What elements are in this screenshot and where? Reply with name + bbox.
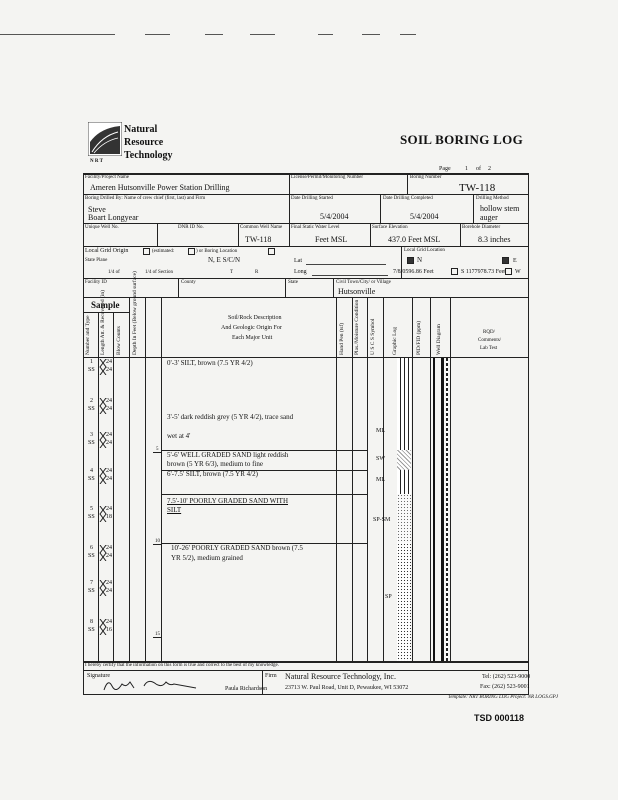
facility-project-value: Ameren Hutsonville Power Station Drilling <box>90 183 230 192</box>
sample-type: SS <box>88 514 95 520</box>
moisture-header: Plas./Moisture Condition <box>354 299 360 355</box>
sample-recovered: 24 <box>106 588 112 594</box>
page-of: of <box>476 166 481 172</box>
desc-5-6-a: 5'-6' WELL GRADED SAND light reddish <box>167 451 289 459</box>
desc-wet: wet at 4' <box>167 432 191 440</box>
rqd-header-1: RQD/ <box>483 330 495 335</box>
grid-coords-north: 7/8/0596.86 Feet <box>393 269 434 275</box>
n-label: N <box>417 256 423 264</box>
depth-tick-10: 10 <box>155 539 160 544</box>
row-divider <box>83 278 529 279</box>
estimated-label: (estimated: <box>152 249 175 254</box>
civil-town-label: Civil Town/City/ or Village <box>336 280 391 285</box>
graphic-log-header: Graphic Log <box>392 327 398 355</box>
sample-attempted: 24 <box>106 619 112 625</box>
date-completed-value: 5/4/2004 <box>410 212 439 221</box>
certification-text: I hereby certify that the information on this form is true and correct to the best of my knowledge. <box>85 663 279 668</box>
scan-artifact <box>250 34 275 35</box>
graphic-log-well-graded-sand <box>397 450 411 470</box>
depth-tick-line <box>153 452 161 453</box>
sample-type: SS <box>88 553 95 559</box>
sample-recovered: 24 <box>106 406 112 412</box>
sample-interval-marker <box>99 580 107 596</box>
page-total: 2 <box>488 166 491 172</box>
col-divider <box>450 297 451 661</box>
drilling-method-value-1: hollow stem <box>480 204 520 213</box>
cell-divider <box>380 194 381 223</box>
unique-well-label: Unique Well No. <box>85 225 119 230</box>
sample-number: 2 <box>90 398 93 404</box>
license-label: License/Permit/Monitoring Number <box>291 175 364 180</box>
bates-stamp: TSD 000118 <box>474 713 525 723</box>
graphic-log-silt-2 <box>397 470 411 494</box>
row-divider <box>83 194 529 195</box>
sample-recovered: 16 <box>106 627 112 633</box>
pid-header: PID/FID (ppm) <box>416 320 422 355</box>
local-grid-origin-label: Local Grid Origin <box>85 248 129 254</box>
sample-number: 5 <box>90 506 93 512</box>
scan-artifact <box>362 34 380 35</box>
estimated-checkbox[interactable] <box>143 248 150 255</box>
sample-interval-marker <box>99 398 107 414</box>
cell-divider <box>157 223 158 246</box>
sample-type: SS <box>88 588 95 594</box>
sample-attempted: 24 <box>106 398 112 404</box>
desc-10-26-a: 10'-26' POORLY GRADED SAND brown (7.5 <box>171 544 303 552</box>
common-well-value: TW-118 <box>245 235 272 244</box>
drilled-by-label: Boring Drilled By: Name of crew chief (first, last) and Firm <box>85 196 206 201</box>
sample-attempted: 24 <box>106 580 112 586</box>
cell-divider <box>289 173 290 194</box>
date-started-label: Date Drilling Started <box>291 196 333 201</box>
drilling-method-value-2: auger <box>480 213 498 222</box>
form-border-left <box>83 173 84 694</box>
desc-6-7-5: 6'-7.5' SILT, brown (7.5 YR 4/2) <box>167 470 258 478</box>
signature-scrawl <box>100 676 210 692</box>
sample-type: SS <box>88 627 95 633</box>
uscs-header: U S C S Symbol <box>370 318 376 355</box>
graphic-log-silt <box>397 358 411 450</box>
w-label: W <box>515 269 521 275</box>
sample-recovered: 18 <box>106 514 112 520</box>
well-diagram-header: Well Diagram <box>436 324 442 355</box>
sample-interval-marker <box>99 432 107 448</box>
signature-label: Signature <box>87 673 110 679</box>
scan-artifact <box>400 34 416 35</box>
col-divider <box>430 297 431 661</box>
number-type-header: Number and Type <box>85 315 91 355</box>
logo-line-1: Natural <box>124 124 158 135</box>
rqd-header-3: Lab Test <box>480 346 498 351</box>
sample-recovered: 24 <box>106 553 112 559</box>
firm-label: Firm <box>265 673 277 679</box>
sample-type: SS <box>88 406 95 412</box>
sample-interval-marker <box>99 468 107 484</box>
uscs-sw: SW <box>376 456 385 462</box>
sample-interval-marker <box>99 359 107 375</box>
form-title: SOIL BORING LOG <box>400 132 523 147</box>
static-water-value: Feet MSL <box>315 235 348 244</box>
col-divider <box>367 297 368 661</box>
estimated-blank-checkbox[interactable] <box>188 248 195 255</box>
cell-divider <box>285 278 286 297</box>
boring-location-checkbox[interactable] <box>268 248 275 255</box>
local-grid-location-label: Local Grid Location <box>404 248 445 253</box>
lat-label: Lat <box>294 258 302 264</box>
nrt-logo-icon <box>88 122 122 156</box>
cell-divider <box>289 194 290 223</box>
crew-chief-name: Steve <box>88 205 106 214</box>
ne-label: N, E S/C/N <box>208 256 241 264</box>
depth-tick-line <box>153 544 161 545</box>
quarter-section-label: 1/4 of Section <box>145 270 174 275</box>
col-divider <box>352 297 353 661</box>
cell-divider <box>178 278 179 297</box>
blow-counts-header: Blow Counts <box>116 326 122 355</box>
state-label: State <box>288 280 298 285</box>
table-header-divider <box>83 357 529 358</box>
long-field-line <box>312 275 388 276</box>
description-header-2: And Geologic Origin For <box>221 325 282 331</box>
cell-divider <box>289 223 290 246</box>
depth-tick-5: 5 <box>156 447 159 452</box>
boring-number-value: TW-118 <box>459 182 496 194</box>
depth-header: Depth In Feet (Below ground surface) <box>132 271 138 355</box>
borehole-diameter-label: Borehole Diameter <box>462 225 501 230</box>
sample-number: 8 <box>90 619 93 625</box>
row-divider <box>83 297 529 298</box>
date-completed-label: Date Drilling Completed <box>383 196 433 201</box>
sample-attempted: 24 <box>106 506 112 512</box>
firm-tel: Tel: (262) 523-9000 <box>482 674 531 680</box>
well-casing-left <box>433 358 435 661</box>
well-casing-right <box>441 358 444 661</box>
well-annulus <box>446 358 448 661</box>
sample-type: SS <box>88 440 95 446</box>
desc-0-3-silt: 0'-3' SILT, brown (7.5 YR 4/2) <box>167 359 253 367</box>
state-plane-label: State Plane <box>85 258 108 263</box>
sample-recovered: 24 <box>106 476 112 482</box>
col-divider <box>412 297 413 661</box>
cell-divider <box>333 278 334 297</box>
e-checkbox-checked[interactable] <box>502 257 509 264</box>
template-note: Template: NRT BORING LOG Project: NR LOGS.GPJ <box>448 695 558 700</box>
county-label: County <box>181 280 196 285</box>
sample-type: SS <box>88 476 95 482</box>
scan-artifact <box>318 34 333 35</box>
sample-attempted: 24 <box>106 359 112 365</box>
description-header-1: Soil/Rock Description <box>228 315 282 321</box>
uscs-sp: SP <box>385 594 392 600</box>
e-label: E <box>513 258 517 264</box>
sample-number: 3 <box>90 432 93 438</box>
w-checkbox[interactable] <box>505 268 512 275</box>
signer-name: Paula Richardson <box>225 686 268 692</box>
desc-7-5-10-b: SILT <box>167 506 182 514</box>
col-divider <box>129 297 130 661</box>
quarter-of-label: 1/4 of <box>108 270 120 275</box>
cell-divider <box>370 223 371 246</box>
scan-artifact <box>205 34 223 35</box>
sample-number: 4 <box>90 468 93 474</box>
sample-interval-marker <box>99 619 107 635</box>
page-number: 1 <box>465 166 468 172</box>
cell-divider <box>407 173 408 194</box>
rqd-header-2: Comments/ <box>478 338 502 343</box>
logo-line-3: Technology <box>124 150 173 161</box>
col-divider <box>336 297 337 661</box>
description-header-3: Each Major Unit <box>232 335 273 341</box>
sample-recovered: 24 <box>106 440 112 446</box>
crew-firm: Boart Longyear <box>88 213 139 222</box>
static-water-label: Final Static Water Level <box>291 225 340 230</box>
firm-name: Natural Resource Technology, Inc. <box>285 672 396 681</box>
graphic-log-poorly-graded-sand <box>397 543 411 661</box>
facility-project-label: Facility/Project Name <box>85 175 130 180</box>
north-feet-checkbox[interactable] <box>451 268 458 275</box>
sample-attempted: 24 <box>106 545 112 551</box>
page-label: Page <box>439 166 451 172</box>
depth-tick-line <box>153 637 161 638</box>
col-divider <box>161 297 162 661</box>
sample-interval-marker <box>99 506 107 522</box>
cell-divider <box>460 223 461 246</box>
desc-7-5-10-a: 7.5'-10' POORLY GRADED SAND WITH <box>167 497 289 505</box>
cell-divider <box>473 194 474 223</box>
date-started-value: 5/4/2004 <box>320 212 349 221</box>
row-divider <box>83 223 529 224</box>
length-header: Length Att. & Recovered (in) <box>100 290 106 355</box>
drilling-method-label: Drilling Method <box>476 196 509 201</box>
boring-location-label: ) or Boring Location <box>196 249 238 254</box>
firm-address: 23713 W. Paul Road, Unit D, Pewaukee, WI 53072 <box>285 685 409 691</box>
sample-number: 1 <box>90 359 93 365</box>
col-divider <box>145 297 146 661</box>
grid-coords-east: S 1177978.73 Feet <box>461 269 506 275</box>
desc-3-5: 3'-5' dark reddish grey (5 YR 4/2), trace sand <box>167 413 294 421</box>
desc-5-6-b: brown (5 YR 6/3), medium to fine <box>167 460 263 468</box>
sample-attempted: 24 <box>106 468 112 474</box>
uscs-ml-1: ML <box>376 428 385 434</box>
long-label: Long <box>294 269 307 275</box>
sample-attempted: 24 <box>106 432 112 438</box>
certify-divider <box>83 670 529 671</box>
facility-id-label: Facility ID <box>85 280 107 285</box>
hand-pen-header: Hand Pen (tsf) <box>339 322 345 355</box>
borehole-diameter-value: 8.3 inches <box>478 235 511 244</box>
township-label: T <box>230 270 234 275</box>
uscs-sp-sm: SP-SM <box>373 517 391 523</box>
lat-field-line <box>306 264 386 265</box>
n-checkbox-checked[interactable] <box>407 257 414 264</box>
uscs-ml-2: ML <box>376 477 385 483</box>
boring-number-label: Boring Number <box>410 175 442 180</box>
depth-tick-15: 15 <box>155 632 160 637</box>
col-divider <box>113 312 114 661</box>
dnr-id-label: DNR ID No. <box>178 225 204 230</box>
sample-header: Sample <box>91 300 120 310</box>
sample-recovered: 24 <box>106 367 112 373</box>
desc-10-26-b: YR 5/2), medium grained <box>171 554 243 562</box>
cell-divider <box>238 223 239 246</box>
sample-interval-marker <box>99 545 107 561</box>
civil-town-value: Hutsonville <box>338 287 376 296</box>
scan-artifact <box>145 34 170 35</box>
sample-number: 7 <box>90 580 93 586</box>
sample-type: SS <box>88 367 95 373</box>
sample-number: 6 <box>90 545 93 551</box>
form-border-right <box>528 173 529 694</box>
firm-fax: Fax: (262) 523-9001 <box>480 684 530 690</box>
range-label: R <box>255 270 259 275</box>
row-divider <box>83 246 529 247</box>
logo-letters: N R T <box>90 159 103 164</box>
surface-elevation-label: Surface Elevation <box>372 225 408 230</box>
unit-boundary <box>161 494 367 495</box>
surface-elevation-value: 437.0 Feet MSL <box>388 235 441 244</box>
common-well-label: Common Well Name <box>240 225 283 230</box>
graphic-log-sp-sm <box>397 494 411 543</box>
logo-line-2: Resource <box>124 137 164 148</box>
scan-artifact <box>0 34 115 35</box>
